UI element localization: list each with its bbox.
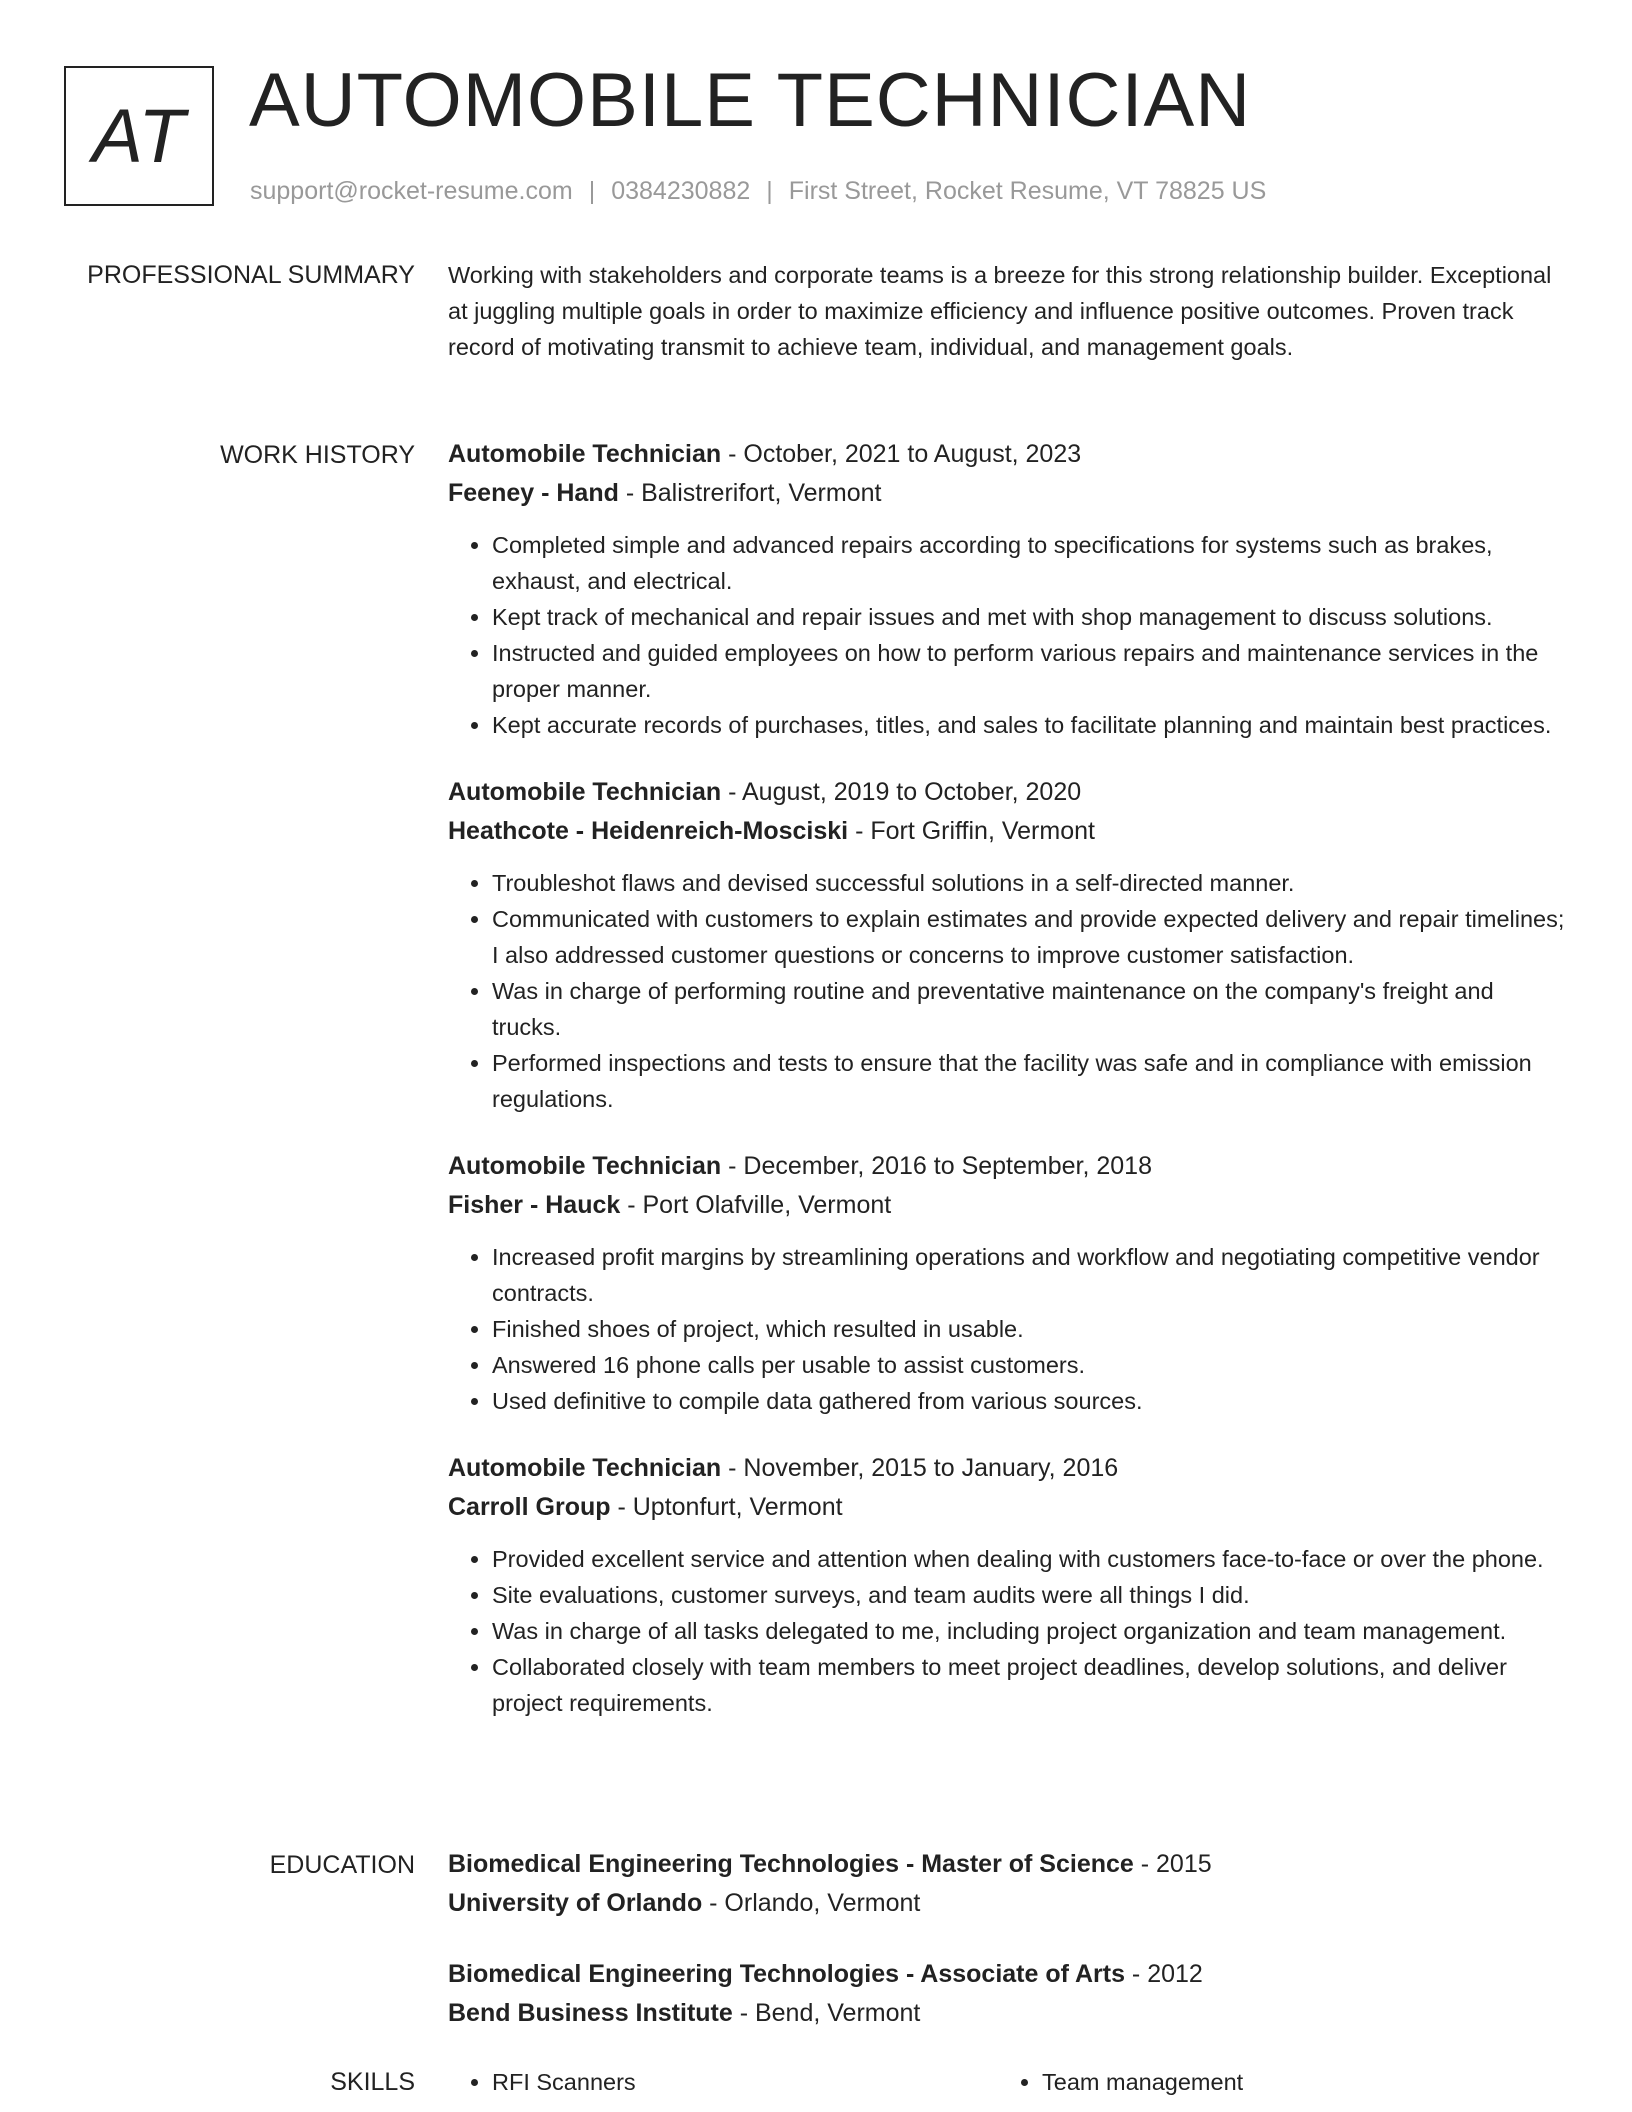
job-title: Automobile Technician [448, 440, 722, 468]
job-title: Automobile Technician [448, 1454, 722, 1482]
list-item: • Kept track of mechanical and repair issues and met with shop management to discuss solutions. [492, 599, 1568, 635]
job-location: - Fort Griffin, Vermont [848, 817, 1095, 845]
job-title: Automobile Technician [448, 778, 722, 806]
job-dates: - October, 2021 to August, 2023 [721, 440, 1082, 468]
job-bullets [448, 865, 1568, 1117]
education-body [448, 1845, 1568, 2065]
contact-email[interactable]: support@rocket-resume.com [250, 177, 573, 205]
job-dates: - December, 2016 to September, 2018 [721, 1152, 1152, 1180]
job-company-line [448, 474, 1568, 513]
skills-column-left [448, 2064, 998, 2100]
job-title-line [448, 435, 1568, 474]
list-item: • Completed simple and advanced repairs according to specifications for systems such as brakes, exhaust, and electrical. [492, 527, 1568, 599]
contact-separator: | [588, 177, 596, 205]
job-location: - Uptonfurt, Vermont [610, 1493, 843, 1521]
job-entry [448, 773, 1568, 1117]
education-degree: Biomedical Engineering Technologies - Associate of Arts [448, 1960, 1125, 1988]
education-school: University of Orlando [448, 1889, 703, 1917]
education-location: - Orlando, Vermont [702, 1889, 921, 1917]
education-year: - 2015 [1133, 1850, 1212, 1878]
education-degree: Biomedical Engineering Technologies - Master of Science [448, 1850, 1134, 1878]
job-company: Feeney - Hand [448, 479, 619, 507]
job-company: Carroll Group [448, 1493, 611, 1521]
education-year: - 2012 [1124, 1960, 1203, 1988]
education-entry [448, 1845, 1568, 1923]
job-company-line [448, 812, 1568, 851]
job-company-line [448, 1186, 1568, 1225]
list-item: • Site evaluations, customer surveys, and team audits were all things I did. [492, 1577, 1568, 1613]
job-title-line [448, 1147, 1568, 1186]
job-location: - Port Olafville, Vermont [620, 1191, 892, 1219]
contact-address: First Street, Rocket Resume, VT 78825 US [788, 177, 1267, 205]
job-bullets [448, 1239, 1568, 1419]
skill-item: • Team management [1042, 2064, 1548, 2100]
job-bullets [448, 1541, 1568, 1721]
list-item: • Collaborated closely with team members to meet project deadlines, develop solutions, and deliver project requirements. [492, 1649, 1568, 1721]
summary-body [448, 257, 1568, 365]
job-company-line [448, 1488, 1568, 1527]
education-degree-line [448, 1845, 1568, 1884]
section-label-summary: PROFESSIONAL SUMMARY [87, 261, 415, 289]
list-item: • Kept accurate records of purchases, titles, and sales to facilitate planning and maintain best practices. [492, 707, 1568, 743]
section-label-work-history: WORK HISTORY [220, 441, 415, 469]
job-dates: - November, 2015 to January, 2016 [721, 1454, 1119, 1482]
contact-separator: | [766, 177, 773, 205]
list-item: • Was in charge of performing routine and preventative maintenance on the company's freight and trucks. [492, 973, 1568, 1045]
contact-line [250, 174, 1266, 208]
list-item: • Finished shoes of project, which resulted in usable. [492, 1311, 1568, 1347]
list-item: • Instructed and guided employees on how to perform various repairs and maintenance services in the proper manner. [492, 635, 1568, 707]
section-label-skills: SKILLS [330, 2068, 415, 2096]
job-company: Heathcote - Heidenreich-Mosciski [448, 817, 849, 845]
education-degree-line [448, 1955, 1568, 1994]
job-title-line [448, 773, 1568, 812]
list-item: • Answered 16 phone calls per usable to assist customers. [492, 1347, 1568, 1383]
education-school-line [448, 1884, 1568, 1923]
education-school: Bend Business Institute [448, 1999, 733, 2027]
summary-text: Working with stakeholders and corporate teams is a breeze for this strong relationship builder. Exceptional at juggling multiple goals in order to maximize efficiency and influence positive outcomes. Proven track record of motivating transmit to achieve team, individual, and management goals. [448, 262, 1552, 360]
list-item: • Performed inspections and tests to ensure that the facility was safe and in compliance with emission regulations. [492, 1045, 1568, 1117]
skills-column-right [998, 2064, 1548, 2100]
list-item: • Increased profit margins by streamlining operations and workflow and negotiating competitive vendor contracts. [492, 1239, 1568, 1311]
job-title-line [448, 1449, 1568, 1488]
skills-body [448, 2064, 1568, 2100]
job-bullets [448, 527, 1568, 743]
education-location: - Bend, Vermont [732, 1999, 921, 2027]
list-item: • Troubleshot flaws and devised successful solutions in a self-directed manner. [492, 865, 1568, 901]
skills-columns [448, 2064, 1568, 2100]
monogram-logo: AT [64, 66, 214, 206]
job-entry [448, 435, 1568, 743]
list-item: • Provided excellent service and attention when dealing with customers face-to-face or over the phone. [492, 1541, 1568, 1577]
page-title: AUTOMOBILE TECHNICIAN [249, 58, 1252, 143]
education-school-line [448, 1994, 1568, 2033]
list-item: • Communicated with customers to explain estimates and provide expected delivery and repair timelines; I also addressed customer questions or concerns to improve customer satisfaction. [492, 901, 1568, 973]
list-item: • Was in charge of all tasks delegated to me, including project organization and team management. [492, 1613, 1568, 1649]
section-label-education: EDUCATION [269, 1851, 415, 1879]
skill-item: • RFI Scanners [492, 2064, 998, 2100]
job-company: Fisher - Hauck [448, 1191, 621, 1219]
job-location: - Balistrerifort, Vermont [618, 479, 882, 507]
job-dates: - August, 2019 to October, 2020 [721, 778, 1082, 806]
job-title: Automobile Technician [448, 1152, 722, 1180]
job-entry [448, 1147, 1568, 1419]
list-item: • Used definitive to compile data gathered from various sources. [492, 1383, 1568, 1419]
education-entry [448, 1955, 1568, 2033]
contact-phone[interactable]: 0384230882 [611, 177, 751, 205]
work-history-body [448, 435, 1568, 1751]
job-entry [448, 1449, 1568, 1721]
